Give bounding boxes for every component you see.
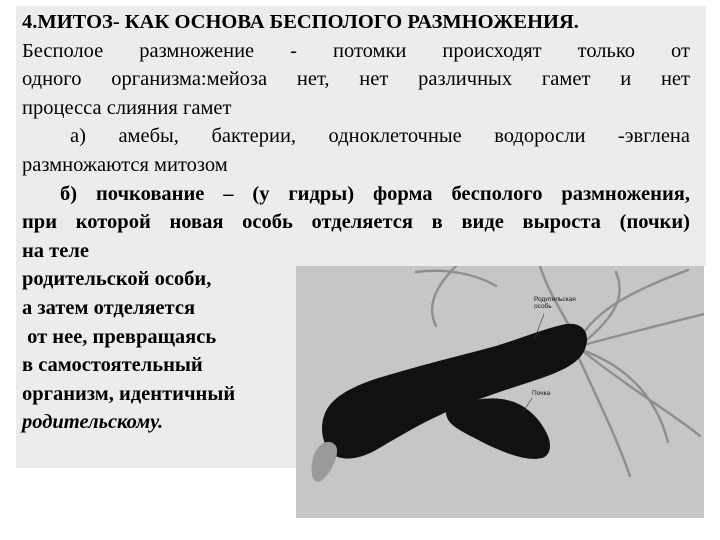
text-line: при которой новая особь отделяется в виде выроста (почки)	[22, 211, 690, 234]
text-line: одного организма:мейоза нет, нет различных гамет и нет	[22, 68, 690, 91]
slide-title: 4.МИТОЗ- КАК ОСНОВА БЕСПОЛОГО РАЗМНОЖЕНИЯ.	[22, 11, 579, 33]
text-line: от нее, превращаясь	[22, 325, 217, 348]
text-line: б) почкование – (у гидры) форма бесполого размножения,	[60, 182, 690, 205]
basal-disc	[312, 442, 337, 482]
text-line: а) амебы, бактерии, одноклеточные водоросли -эвглена	[70, 125, 690, 148]
text-line: родительской особи,	[22, 268, 212, 291]
text-line: в самостоятельный	[22, 354, 203, 377]
bud	[446, 398, 550, 459]
text-line: родительскому.	[22, 411, 164, 434]
text-line: а затем отделяется	[22, 296, 196, 319]
label-parent: Родительская особь	[534, 296, 576, 310]
text-line: организм, идентичный	[22, 382, 236, 405]
text-line: на теле	[22, 239, 89, 262]
hydra-budding-photo	[296, 266, 708, 522]
label-bud: Почка	[532, 390, 551, 397]
text-line: размножаются митозом	[22, 153, 228, 176]
hydra-illustration	[296, 266, 704, 518]
text-line: Бесполое размножение - потомки происходят только от	[22, 39, 690, 62]
text-line: процесса слияния гамет	[22, 96, 232, 119]
